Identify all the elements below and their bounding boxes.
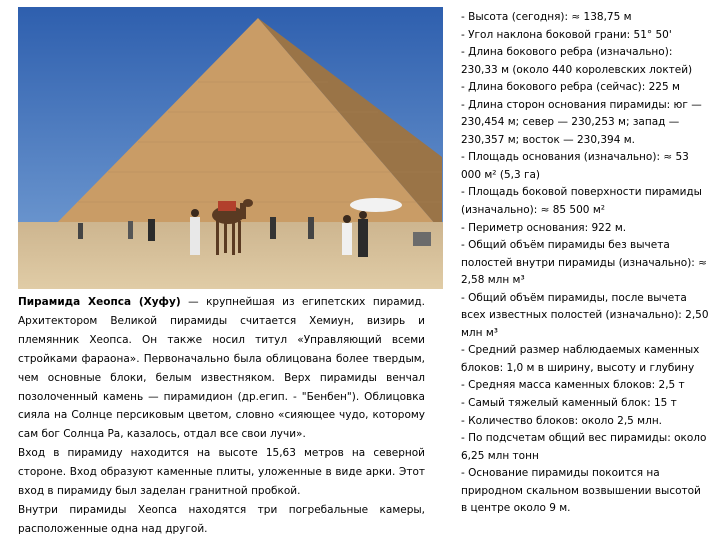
fact-item: - Общий объём пирамиды без вычета полостей внутри пирамиды (изначально): ≈ 2,58 млн м³ xyxy=(461,239,707,287)
description-paragraph-1 xyxy=(18,293,425,444)
pyramid-photo-illustration xyxy=(18,7,443,289)
fact-item: - Периметр основания: 922 м. xyxy=(461,221,627,234)
fact-item: - Средний размер наблюдаемых каменных блоков: 1,0 м в ширину, высоту и глубину xyxy=(461,344,700,374)
fact-item: - Площадь основания (изначально): ≈ 53 000 м² (5,3 га) xyxy=(461,151,689,181)
fact-item: - Количество блоков: около 2,5 млн. xyxy=(461,414,663,427)
pyramid-photo xyxy=(18,7,443,289)
description-paragraph-3: Внутри пирамиды Хеопса находятся три погребальные камеры, расположенные одна над другой. xyxy=(18,503,425,535)
fact-item: - Самый тяжелый каменный блок: 15 т xyxy=(461,397,677,410)
facts-list xyxy=(461,9,709,518)
fact-item: - Длина бокового ребра (изначально): 230,33 м (около 440 королевских локтей) xyxy=(461,46,693,76)
white-building xyxy=(350,198,402,212)
fact-item: - Высота (сегодня): ≈ 138,75 м xyxy=(461,11,632,23)
fact-item: - Длина сторон основания пирамиды: юг — 230,454 м; север — 230,253 м; запад — 230,357 м; восток — 230,394 м. xyxy=(461,98,702,146)
fact-item: - Средняя масса каменных блоков: 2,5 т xyxy=(461,379,685,392)
fact-item: - Угол наклона боковой грани: 51° 50' xyxy=(461,28,672,41)
fact-item: - Общий объём пирамиды, после вычета всех известных полостей (изначально): 2,50 млн м³ xyxy=(461,291,709,339)
fact-item: - По подсчетам общий вес пирамиды: около 6,25 млн тонн xyxy=(461,432,707,462)
description-title: Пирамида Хеопса (Хуфу) xyxy=(18,296,181,308)
description-paragraph-1-text: — крупнейшая из египетских пирамид. Архитектором Великой пирамиды считается Хемиун, визирь и племянник Хеопса. Он также носил титул «Управляющий всеми стройками фараона». Первоначально была облицована более твердым, чем основные блоки, белым известняком. Верх пирамиды венчал позолоченный камень — пирамидион (др.егип. - "Бенбен"). Облицовка сияла на Солнце персиковым цветом, словно «сияющее чудо, которому сам бог Солнца Ра, казалось, отдал все свои лучи». xyxy=(18,296,425,441)
fact-item: - Длина бокового ребра (сейчас): 225 м xyxy=(461,81,680,94)
description-text xyxy=(18,293,425,539)
fact-item: - Площадь боковой поверхности пирамиды (изначально): ≈ 85 500 м² xyxy=(461,186,702,217)
description-paragraph-2: Вход в пирамиду находится на высоте 15,63 метров на северной стороне. Вход образуют каменные плиты, уложенные в виде арки. Этот вход в пирамиду был заделан гранитной пробкой. xyxy=(18,447,425,498)
fact-item: - Основание пирамиды покоится на природном скальном возвышении высотой в центре около 9 м. xyxy=(461,467,701,515)
